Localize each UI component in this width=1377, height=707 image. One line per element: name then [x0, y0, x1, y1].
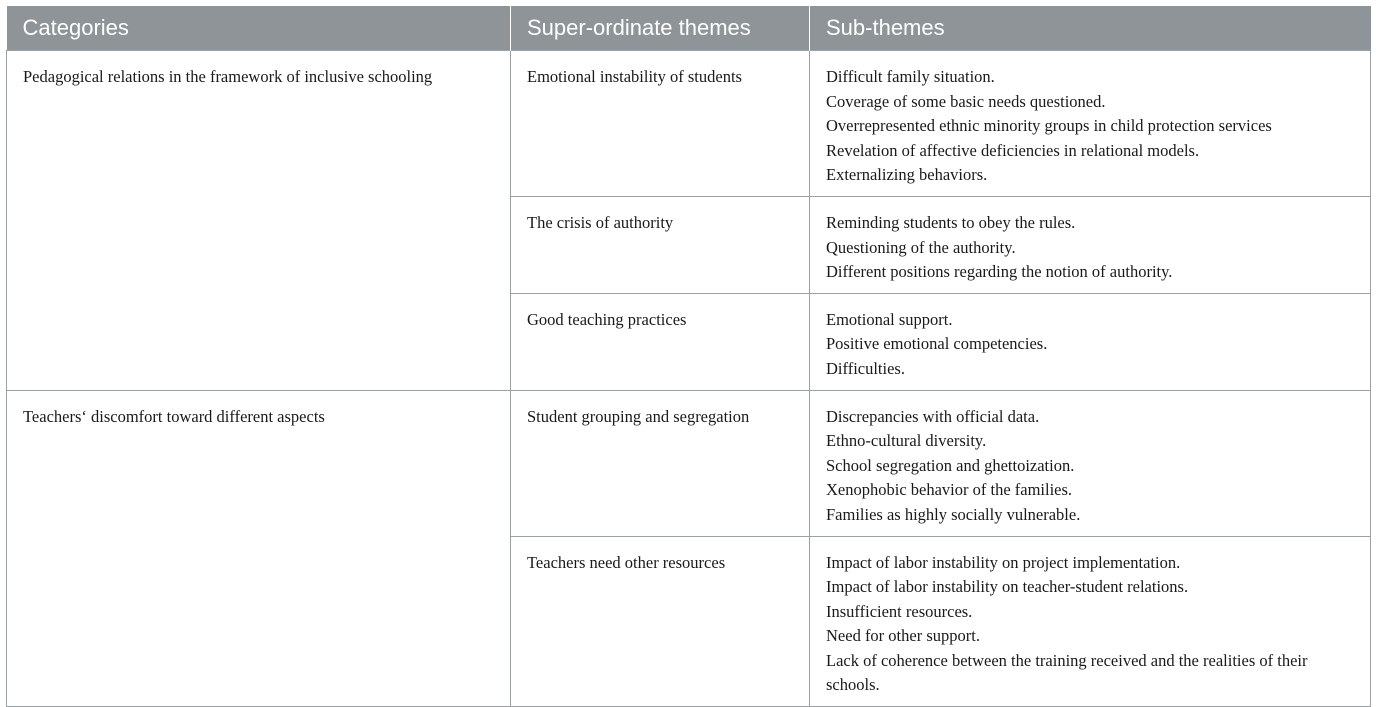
- table-row: [7, 390, 1371, 536]
- header-categories: Categories: [7, 6, 511, 51]
- header-super-ordinate-themes: Super-ordinate themes: [511, 6, 810, 51]
- super-ordinate-theme-cell: The crisis of authority: [511, 196, 810, 293]
- sub-theme-item: Coverage of some basic needs questioned.: [826, 91, 1106, 111]
- sub-themes-cell: [810, 51, 1371, 197]
- sub-theme-item: Impact of labor instability on teacher-student relations.: [826, 577, 1189, 597]
- sub-theme-item: Difficulties.: [826, 358, 905, 378]
- sub-theme-item: Different positions regarding the notion of authority.: [826, 262, 1173, 282]
- sub-themes-cell: [810, 536, 1371, 707]
- sub-theme-item: Need for other support.: [826, 626, 980, 646]
- sub-themes-cell: [810, 293, 1371, 390]
- super-ordinate-theme-cell: Student grouping and segregation: [511, 390, 810, 536]
- super-ordinate-theme-cell: Good teaching practices: [511, 293, 810, 390]
- sub-theme-item: Impact of labor instability on project implementation.: [826, 552, 1181, 572]
- category-cell: Pedagogical relations in the framework of inclusive schooling: [7, 51, 511, 391]
- table-header: [7, 6, 1371, 51]
- sub-theme-item: School segregation and ghettoization.: [826, 455, 1075, 475]
- sub-theme-item: Ethno-cultural diversity.: [826, 431, 987, 451]
- category-cell: Teachers‘ discomfort toward different aspects: [7, 390, 511, 707]
- sub-theme-item: Emotional support.: [826, 309, 953, 329]
- sub-theme-item: Overrepresented ethnic minority groups in child protection services: [826, 116, 1272, 136]
- sub-theme-item: Questioning of the authority.: [826, 237, 1016, 257]
- super-ordinate-theme-cell: Teachers need other resources: [511, 536, 810, 707]
- themes-table: [6, 6, 1371, 707]
- table-row: [7, 51, 1371, 197]
- sub-theme-item: Difficult family situation.: [826, 67, 995, 86]
- sub-theme-item: Insufficient resources.: [826, 601, 973, 621]
- sub-theme-item: Lack of coherence between the training received and the realities of their schools.: [826, 650, 1308, 695]
- header-sub-themes: Sub-themes: [810, 6, 1371, 51]
- super-ordinate-theme-cell: Emotional instability of students: [511, 51, 810, 197]
- sub-theme-item: Positive emotional competencies.: [826, 334, 1048, 354]
- sub-theme-item: Families as highly socially vulnerable.: [826, 504, 1081, 524]
- sub-theme-item: Reminding students to obey the rules.: [826, 212, 1076, 232]
- sub-themes-cell: [810, 390, 1371, 536]
- sub-theme-item: Xenophobic behavior of the families.: [826, 480, 1073, 500]
- sub-theme-item: Revelation of affective deficiencies in relational models.: [826, 140, 1200, 160]
- table-body: [7, 51, 1371, 707]
- header-row: [7, 6, 1371, 51]
- sub-theme-item: Discrepancies with official data.: [826, 406, 1040, 426]
- sub-themes-cell: [810, 196, 1371, 293]
- sub-theme-item: Externalizing behaviors.: [826, 165, 988, 185]
